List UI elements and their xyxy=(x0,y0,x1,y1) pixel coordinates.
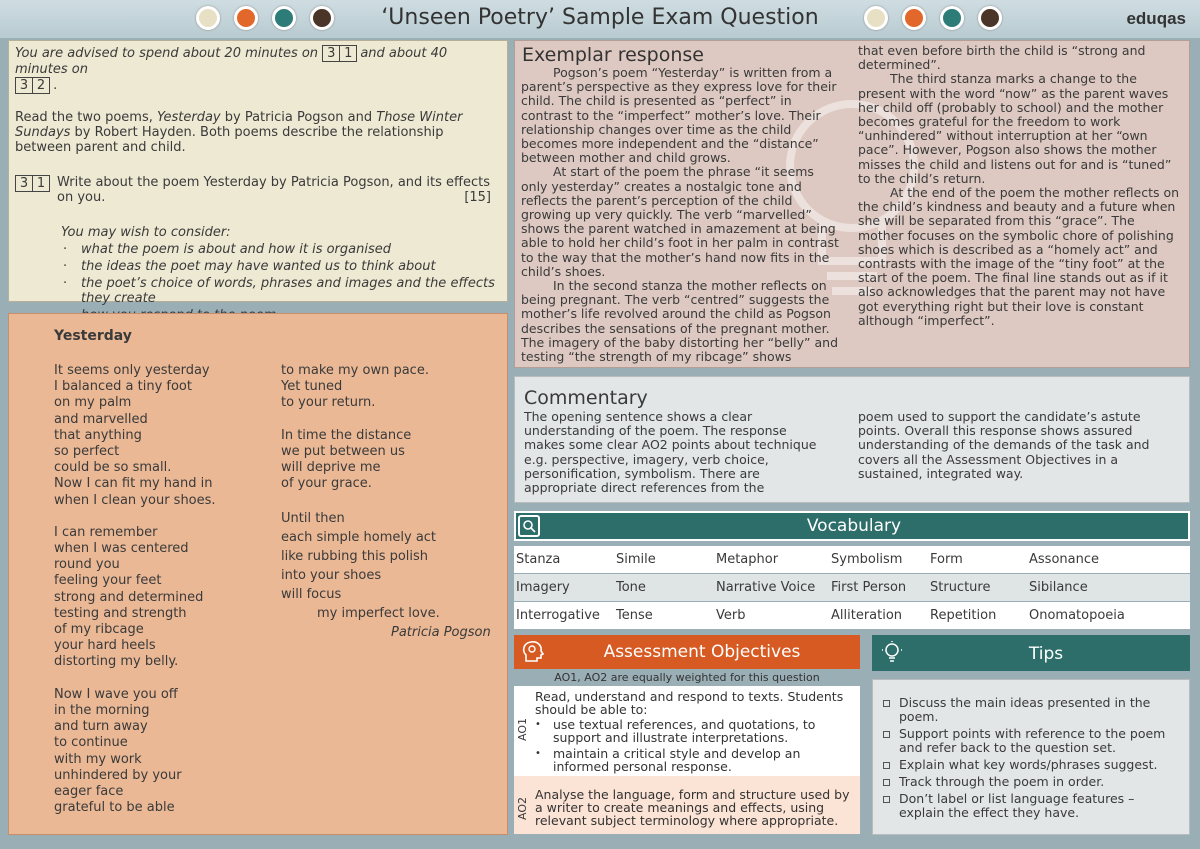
poem-line: each simple homely act xyxy=(281,530,437,545)
tip-item: Don’t label or list language features – explain the effect they have. xyxy=(881,792,1183,820)
vocabulary-table xyxy=(514,546,1190,630)
assessment-header xyxy=(514,635,860,669)
assessment-title: Assessment Objectives xyxy=(603,642,801,662)
vocabulary-row xyxy=(514,546,1190,573)
exemplar-paragraph: The third stanza marks a change to the present with the word “now” as the parent waves her child off (probably to school) and the mother becomes grateful for the freedom to work “unhindered” without interruption at her “own pace”. However, Pogson also shows the mother misses the child and listens out for and is “tuned” to the child’s return. xyxy=(858,71,1172,186)
commentary-text: The opening sentence shows a clear understanding of the poem. The response makes some clear AO2 points about technique e.g. perspective, imagery, verb choice, personification, symbolism. There are appropriate direct references from the xyxy=(524,409,817,496)
vocabulary-term: Verb xyxy=(716,608,746,623)
poem-line: and turn away xyxy=(54,719,148,735)
tip-item: Support points with reference to the poem and refer back to the question set. xyxy=(881,727,1183,755)
poem-line: of my ribcage xyxy=(54,622,144,637)
vocabulary-term: Alliteration xyxy=(831,608,903,623)
ao1-block xyxy=(514,686,860,776)
ao1-intro: Read, understand and respond to texts. Students should be able to: xyxy=(535,689,844,717)
vocabulary-term: Tone xyxy=(616,580,646,595)
question-number-box: 3 xyxy=(15,77,33,94)
poem-column-2 xyxy=(281,363,496,493)
poem-line: that anything xyxy=(54,427,142,443)
decor-dot-icon xyxy=(940,6,964,30)
ao1-label: AO1 xyxy=(516,718,529,741)
exemplar-column-2 xyxy=(858,44,1183,328)
decor-dot-icon xyxy=(864,6,888,30)
decor-dot-icon xyxy=(978,6,1002,30)
vocabulary-term: Tense xyxy=(616,608,653,623)
vocabulary-row xyxy=(514,602,1190,629)
poem-line: so perfect xyxy=(54,443,120,459)
decor-dot-icon xyxy=(196,6,220,30)
exemplar-paragraph: At start of the poem the phrase “it seems only yesterday” creates a nostalgic tone and reflects the parent’s perception of the child growing up very quickly. The verb “marvelled” shows the parent watched in amazement at being able to hold her child’s foot in her palm in contrast to the way that the mother’s hand now fits in the child’s shoes. xyxy=(521,164,839,279)
poem-line: round you xyxy=(54,557,120,573)
vocabulary-term: Narrative Voice xyxy=(716,580,816,595)
poem-line: when I was centered xyxy=(54,541,189,557)
ao1-item: • maintain a critical style and develop an informed personal response. xyxy=(535,747,857,773)
commentary-panel xyxy=(514,376,1190,503)
question-task xyxy=(15,175,501,205)
question-advice xyxy=(15,45,501,94)
vocabulary-term: Metaphor xyxy=(716,552,779,567)
vocabulary-term: Onomatopoeia xyxy=(1029,608,1125,623)
poem-line: your hard heels xyxy=(54,638,156,654)
poem-line: on my palm xyxy=(54,395,132,411)
vocabulary-term: Interrogative xyxy=(516,608,600,623)
consider-list xyxy=(61,225,501,323)
vocabulary-title: Vocabulary xyxy=(806,516,902,536)
assessment-body xyxy=(514,686,860,834)
poem-line: we put between us xyxy=(281,443,405,459)
poem-author: Patricia Pogson xyxy=(391,625,491,640)
poem-line: I balanced a tiny foot xyxy=(54,379,192,395)
exemplar-paragraph: that even before birth the child is “strong and determined”. xyxy=(858,43,1146,73)
poem-name: Those Winter Sundays xyxy=(15,110,463,140)
poem-line: will focus xyxy=(281,587,342,602)
poem-line: Until then xyxy=(281,511,345,526)
poem-line: distorting my belly. xyxy=(54,654,179,670)
commentary-text: poem used to support the candidate’s astute points. Overall this response shows assured understanding of the demands of the task and covers all the Assessment Objectives in a sustained, integrated way. xyxy=(858,409,1150,481)
consider-heading: You may wish to consider: xyxy=(61,225,231,240)
decor-dot-icon xyxy=(310,6,334,30)
tips-title: Tips xyxy=(1028,644,1064,664)
ao2-text: Analyse the language, form and structure used by a writer to create meanings and effects, using relevant subject terminology where appropriate. xyxy=(535,787,850,828)
decor-dot-icon xyxy=(902,6,926,30)
tips-header xyxy=(872,635,1190,671)
poem-line: could be so small. xyxy=(54,460,172,476)
vocabulary-term: Structure xyxy=(930,580,991,595)
poem-line: into your shoes xyxy=(281,568,382,583)
page-title: ‘Unseen Poetry’ Sample Exam Question xyxy=(381,5,819,30)
question-number-box: 1 xyxy=(32,175,50,192)
poem-name: Yesterday xyxy=(156,110,221,125)
poem-line: Now I can fit my hand in xyxy=(54,476,213,492)
intro-text: by Robert Hayden. Both poems describe the relationship between parent and child. xyxy=(15,125,444,155)
poem-line: strong and determined xyxy=(54,589,204,605)
poem-column-2-end xyxy=(281,509,496,623)
poem-panel xyxy=(8,313,508,835)
advice-text: . xyxy=(53,78,58,93)
poem-line: eager face xyxy=(54,783,124,799)
poem-line: testing and strength xyxy=(54,605,187,621)
poem-line: I can remember xyxy=(54,524,158,540)
decor-dot-icon xyxy=(234,6,258,30)
poem-line: It seems only yesterday xyxy=(54,363,210,378)
tip-item: Explain what key words/phrases suggest. xyxy=(881,758,1183,772)
tip-item: Discuss the main ideas presented in the poem. xyxy=(881,696,1183,724)
task-text: Write about the poem Yesterday by Patricia Pogson, and its effects on you. xyxy=(57,175,490,205)
poem-line: my imperfect love. xyxy=(317,606,440,621)
vocabulary-term: First Person xyxy=(831,580,907,595)
vocabulary-term: Stanza xyxy=(516,552,561,567)
poem-line: like rubbing this polish xyxy=(281,549,429,564)
eduqas-logo: eduqas xyxy=(1126,9,1186,28)
consider-item: · what the poem is about and how it is organised xyxy=(61,242,501,257)
poem-line: unhindered by your xyxy=(54,767,182,783)
question-number-box: 2 xyxy=(32,77,50,94)
exemplar-panel xyxy=(514,40,1190,368)
poem-line: with my work xyxy=(54,751,142,767)
poem-line: and marvelled xyxy=(54,411,148,427)
vocabulary-term: Symbolism xyxy=(831,552,903,567)
poem-line: of your grace. xyxy=(281,476,372,492)
brain-head-icon xyxy=(520,639,546,665)
poem-line: when I clean your shoes. xyxy=(54,492,216,508)
decor-dot-icon xyxy=(272,6,296,30)
ao2-block xyxy=(514,776,860,834)
poem-line: in the morning xyxy=(54,702,150,718)
commentary-title: Commentary xyxy=(524,387,648,409)
exemplar-paragraph: At the end of the poem the mother reflects on the child’s kindness and beauty and a future when she will be separated from this “grace”. The mother focuses on the symbolic chore of polishing shoes which is described as a “homely act” and contrasts with the image of the “tiny foot” at the start of the poem. The final line stands out as if it also acknowledges that the parent may not have got everything right but their love is constant although “imperfect”. xyxy=(858,185,1180,328)
lightbulb-icon xyxy=(880,640,904,666)
poem-line: to your return. xyxy=(281,395,376,411)
task-marks: [15] xyxy=(464,190,491,205)
vocabulary-term: Simile xyxy=(616,552,656,567)
assessment-subtitle: AO1, AO2 are equally weighted for this question xyxy=(554,671,820,684)
vocabulary-term: Imagery xyxy=(516,580,570,595)
question-intro xyxy=(15,110,501,155)
vocabulary-header xyxy=(514,511,1190,541)
question-panel xyxy=(8,40,508,306)
stanza-break xyxy=(54,671,274,687)
stanza-break xyxy=(54,509,274,525)
consider-item: · the ideas the poet may have wanted us to think about xyxy=(61,259,501,274)
vocabulary-row xyxy=(514,574,1190,601)
tip-item: Track through the poem in order. xyxy=(881,775,1183,789)
poem-line: to continue xyxy=(54,735,128,751)
intro-text: Read the two poems, xyxy=(15,110,157,125)
exemplar-paragraph: Pogson’s poem “Yesterday” is written from a parent’s perspective as they express love for their child. The child is presented as “perfect” in contrast to the “imperfect” mother’s love. Their relationship changes over time as the child becomes more independent and the “distance” between mother and child grows. xyxy=(521,65,837,166)
ao2-label: AO2 xyxy=(516,797,529,820)
vocabulary-term: Sibilance xyxy=(1029,580,1088,595)
ao1-item: • use textual references, and quotations, to support and illustrate interpretations. xyxy=(535,718,857,744)
vocabulary-term: Repetition xyxy=(930,608,997,623)
poem-title: Yesterday xyxy=(54,328,132,344)
question-number-box: 3 xyxy=(15,175,33,192)
exemplar-paragraph: In the second stanza the mother reflects on being pregnant. The verb “centred” suggests the mother’s life revolved around the child as Pogson describes the sensations of the pregnant mother. The imagery of the baby distorting her “belly” and testing “the strength of my ribcage” shows xyxy=(521,278,839,365)
poem-line: Yet tuned xyxy=(281,379,343,395)
poem-column-1 xyxy=(54,363,274,816)
ao1-text xyxy=(535,690,857,776)
exemplar-column-1 xyxy=(521,66,841,364)
vocabulary-term: Assonance xyxy=(1029,552,1099,567)
poem-line: grateful to be able xyxy=(54,800,175,816)
header-bar xyxy=(0,0,1200,38)
poem-line: In time the distance xyxy=(281,427,412,443)
intro-text: by Patricia Pogson and xyxy=(220,110,377,125)
poem-line: to make my own pace. xyxy=(281,363,429,378)
poem-line: Now I wave you off xyxy=(54,686,178,702)
poem-line: will deprive me xyxy=(281,460,381,476)
consider-item: · the poet’s choice of words, phrases and images and the effects they create xyxy=(61,276,501,306)
stanza-break xyxy=(281,412,496,428)
poem-line: feeling your feet xyxy=(54,573,162,589)
question-number-box: 3 xyxy=(322,45,340,62)
advice-text: and about 40 minutes on xyxy=(15,46,448,77)
tips-body xyxy=(872,679,1190,835)
vocabulary-term: Form xyxy=(930,552,963,567)
advice-text: You are advised to spend about 20 minutes on xyxy=(15,46,319,61)
exemplar-title: Exemplar response xyxy=(522,44,704,66)
question-number-box: 1 xyxy=(339,45,357,62)
